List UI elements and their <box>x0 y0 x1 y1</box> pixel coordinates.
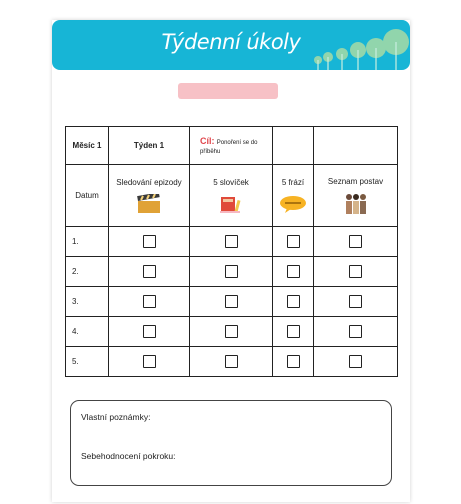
checkbox-characters-3[interactable] <box>349 295 362 308</box>
notes-box[interactable] <box>70 400 392 486</box>
table-row <box>66 317 398 347</box>
notebook-icon <box>218 194 244 214</box>
table-header-row <box>66 127 398 165</box>
table-row <box>66 227 398 257</box>
clapperboard-icon <box>136 194 162 214</box>
activities-row <box>66 165 398 227</box>
checkbox-words-3[interactable] <box>225 295 238 308</box>
activity-words <box>190 165 273 227</box>
checkbox-phrases-3[interactable] <box>287 295 300 308</box>
worksheet-page <box>52 20 410 502</box>
row-number: 3. <box>66 287 109 317</box>
checkbox-words-4[interactable] <box>225 325 238 338</box>
row-number: 4. <box>66 317 109 347</box>
goal-text: Ponoření se do příběhu <box>200 140 258 155</box>
week-cell: Týden 1 <box>109 127 190 165</box>
checkbox-characters-1[interactable] <box>349 235 362 248</box>
checkbox-characters-5[interactable] <box>349 355 362 368</box>
table-row <box>66 257 398 287</box>
date-column-label: Datum <box>66 165 109 227</box>
checkbox-characters-2[interactable] <box>349 265 362 278</box>
activity-label: Seznam postav <box>327 176 384 186</box>
empty-header-cell <box>314 127 398 165</box>
table-row <box>66 347 398 377</box>
progress-self-assessment-label: Sebehodnocení pokroku: <box>81 451 176 461</box>
speech-bubble-icon <box>278 194 308 214</box>
trees-illustration <box>300 20 410 70</box>
checkbox-phrases-4[interactable] <box>287 325 300 338</box>
checkbox-phrases-2[interactable] <box>287 265 300 278</box>
checkbox-phrases-1[interactable] <box>287 235 300 248</box>
checkbox-episode-3[interactable] <box>143 295 156 308</box>
personal-notes-label: Vlastní poznámky: <box>81 412 151 422</box>
page-title: Týdenní úkoly <box>161 30 301 54</box>
activity-episode <box>109 165 190 227</box>
people-icon <box>343 193 369 215</box>
row-number: 5. <box>66 347 109 377</box>
month-cell: Měsíc 1 <box>66 127 109 165</box>
row-number: 2. <box>66 257 109 287</box>
checkbox-episode-2[interactable] <box>143 265 156 278</box>
activity-label: 5 slovíček <box>213 177 249 187</box>
activity-label: 5 frází <box>281 177 305 187</box>
checkbox-episode-4[interactable] <box>143 325 156 338</box>
activity-label: Sledování epizody <box>116 177 182 187</box>
checkbox-words-2[interactable] <box>225 265 238 278</box>
checkbox-words-5[interactable] <box>225 355 238 368</box>
goal-cell <box>190 127 273 165</box>
goal-label: Cíl: <box>200 136 215 146</box>
name-highlight-strip <box>178 83 278 99</box>
activity-characters <box>314 165 398 227</box>
row-number: 1. <box>66 227 109 257</box>
empty-header-cell <box>273 127 314 165</box>
checkbox-episode-5[interactable] <box>143 355 156 368</box>
checkbox-episode-1[interactable] <box>143 235 156 248</box>
activity-phrases <box>273 165 314 227</box>
table-row <box>66 287 398 317</box>
checkbox-words-1[interactable] <box>225 235 238 248</box>
weekly-tasks-table <box>65 126 398 377</box>
header-banner <box>52 20 410 70</box>
checkbox-phrases-5[interactable] <box>287 355 300 368</box>
checkbox-characters-4[interactable] <box>349 325 362 338</box>
